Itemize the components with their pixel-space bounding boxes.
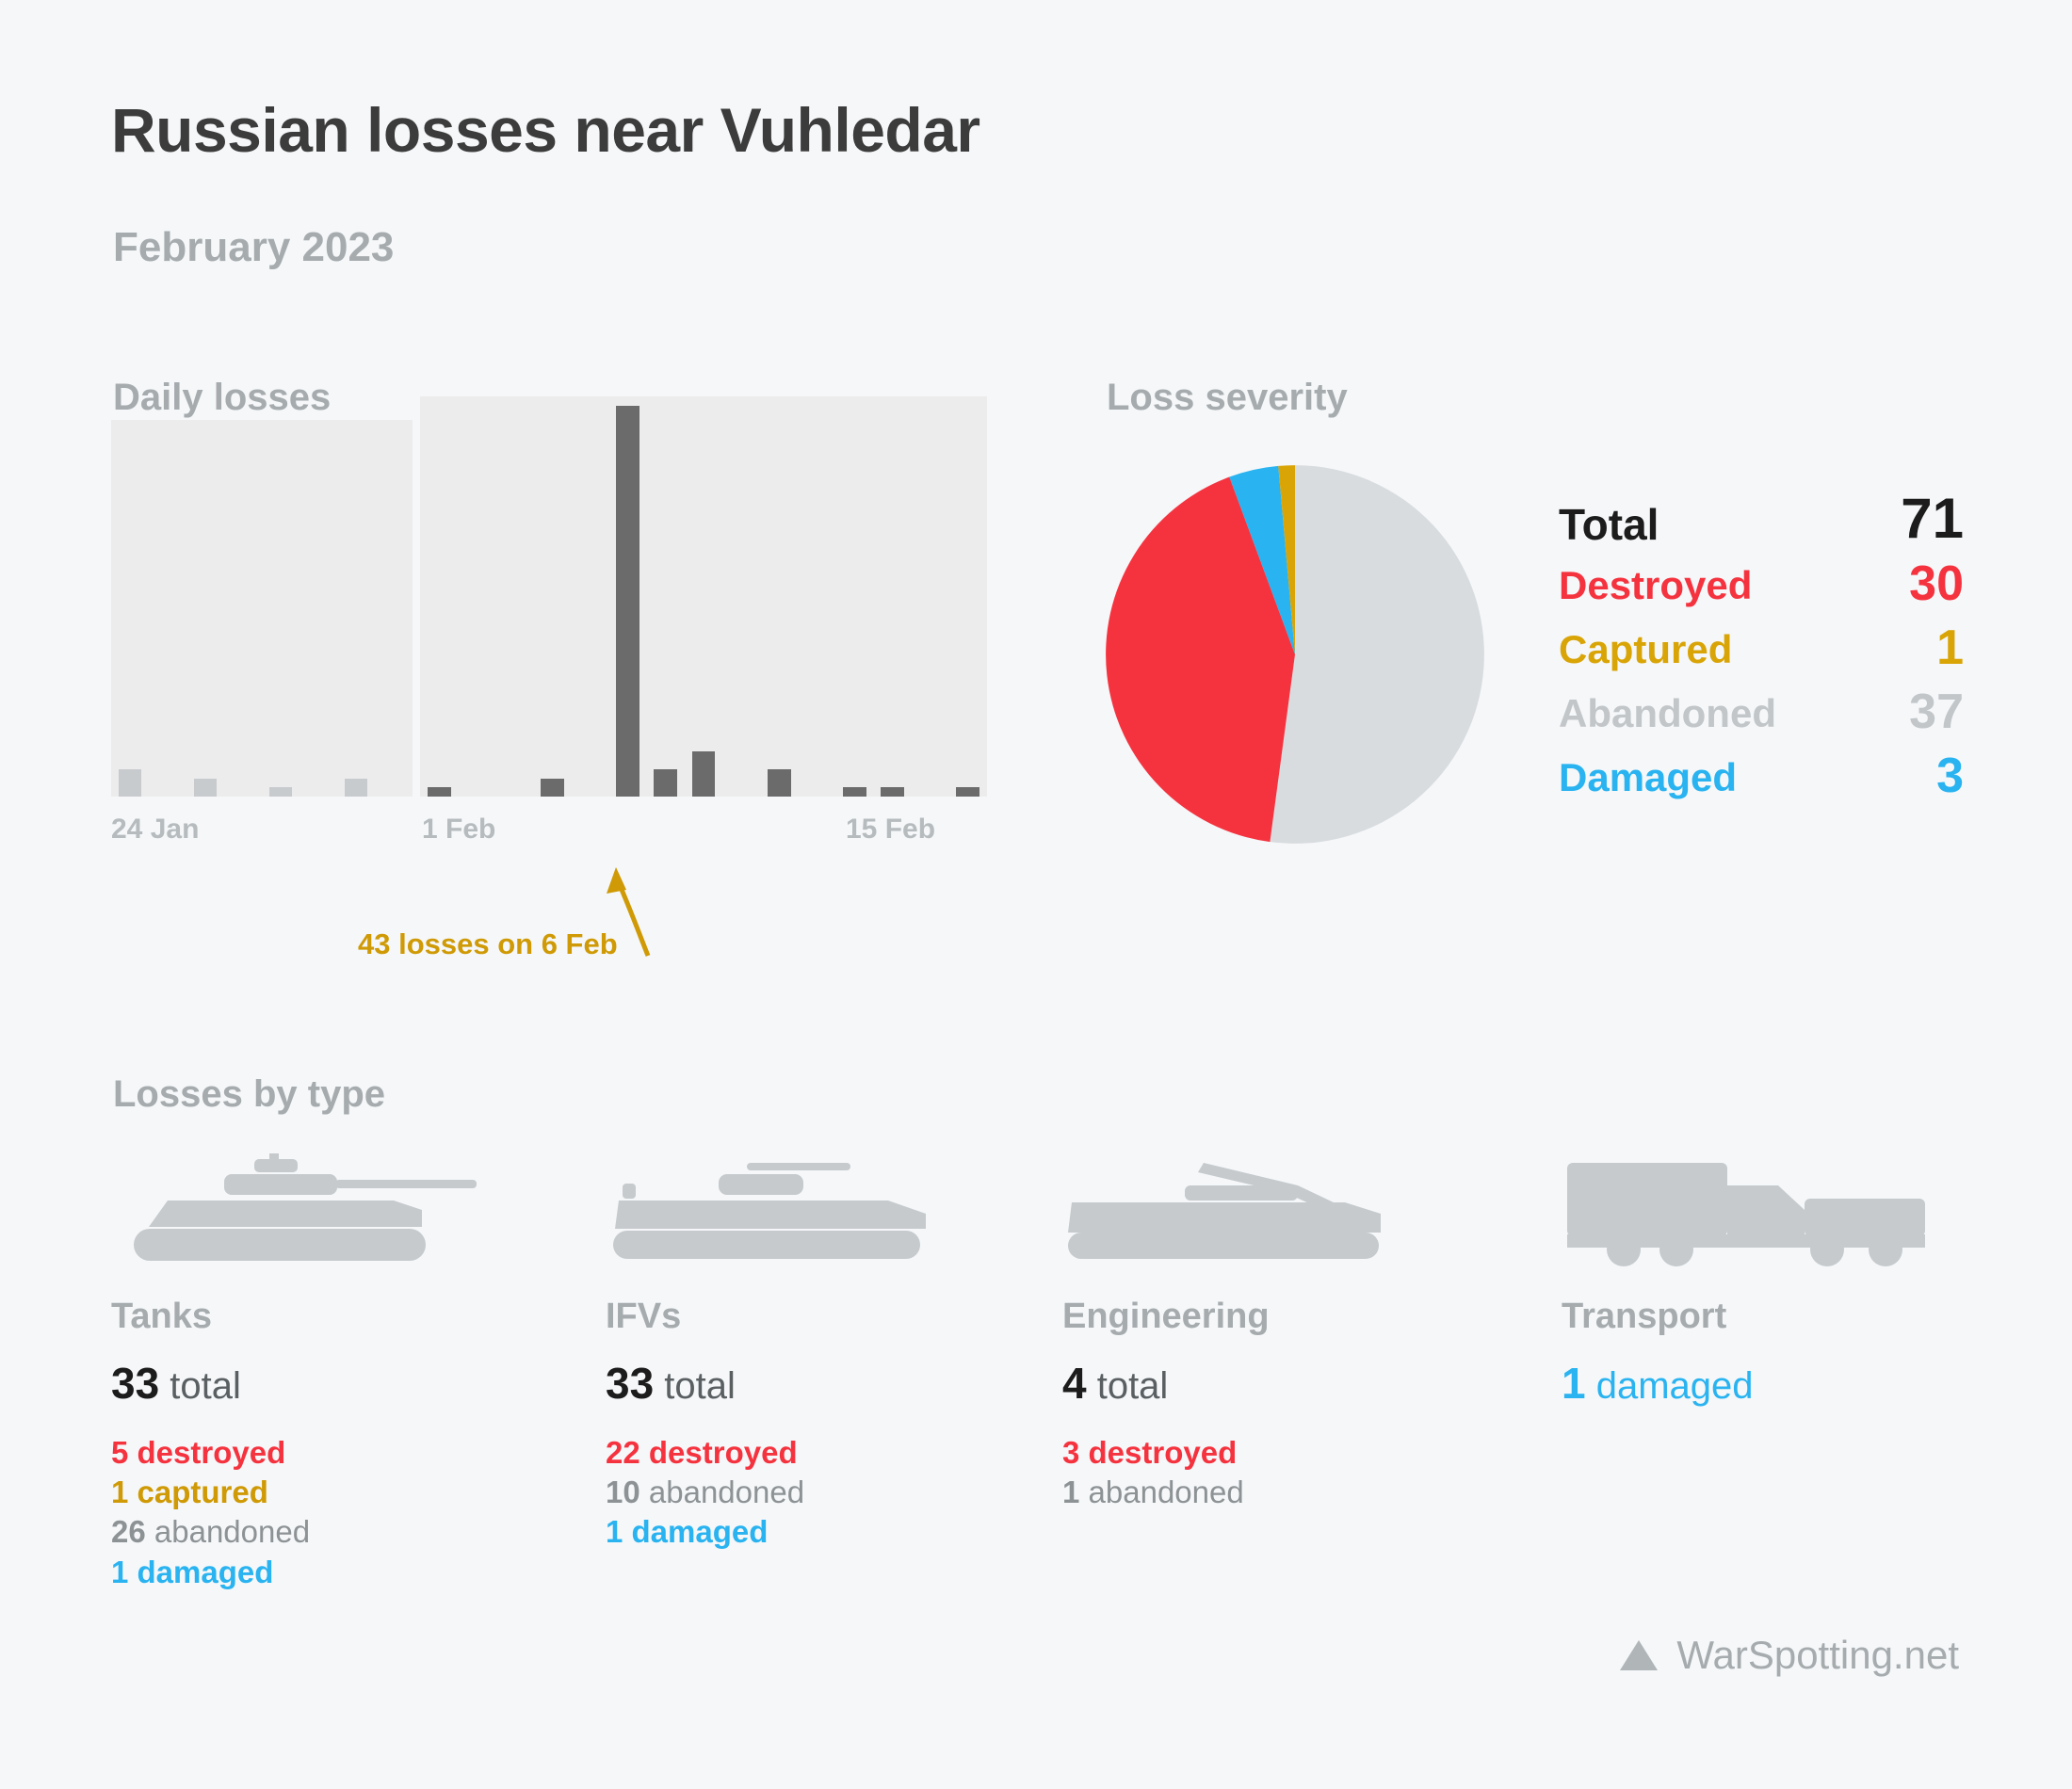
type-breakdown: [1062, 1433, 1514, 1512]
type-breakdown-destroyed: 5 destroyed: [111, 1435, 286, 1470]
legend-row-abandoned: [1559, 685, 1964, 755]
truck-icon: [1562, 1153, 1938, 1276]
tank-icon-wrap: [111, 1153, 563, 1276]
legend-value-damaged: 3: [1936, 749, 1964, 803]
type-breakdown: [111, 1433, 563, 1592]
axis-label-feb: 1 Feb: [422, 814, 496, 845]
legend-label-captured: Captured: [1559, 627, 1733, 671]
type-breakdown-abandoned: 1 abandoned: [1062, 1475, 1244, 1510]
type-name: Tanks: [111, 1297, 213, 1336]
type-breakdown-damaged: 1 damaged: [111, 1554, 274, 1589]
legend-row-damaged: [1559, 749, 1964, 819]
type-breakdown-abandoned: 10 abandoned: [606, 1475, 805, 1510]
bar-26-jan: [194, 779, 218, 797]
section-heading-loss-severity: Loss severity: [1107, 377, 1348, 418]
page-subtitle: February 2023: [113, 224, 395, 270]
legend-value-total: 71: [1901, 487, 1964, 550]
type-name: Transport: [1562, 1297, 1727, 1336]
page-title: Russian losses near Vuhledar: [111, 95, 980, 165]
legend-row-destroyed: [1559, 556, 1964, 627]
bar-7-feb: [654, 769, 677, 797]
axis-label-start: 24 Jan: [111, 814, 200, 845]
bar-30-jan: [345, 779, 368, 797]
type-total: 4 total: [1062, 1359, 1169, 1408]
type-breakdown-abandoned: 26 abandoned: [111, 1514, 311, 1550]
type-column-engineering: [1062, 1153, 1514, 1512]
legend-label-total: Total: [1559, 500, 1659, 549]
type-breakdown-captured: 1 captured: [111, 1475, 268, 1510]
engineering-vehicle-icon-wrap: [1062, 1153, 1514, 1276]
daily-losses-bars: [111, 396, 987, 797]
loss-severity-legend: [1559, 487, 1964, 819]
loss-severity-pie-chart: [1102, 461, 1488, 847]
type-total: 33 total: [111, 1359, 241, 1408]
section-heading-daily-losses: Daily losses: [113, 377, 332, 418]
bar-24-jan: [119, 769, 142, 797]
type-breakdown: [606, 1433, 1058, 1553]
daily-losses-chart: [111, 471, 987, 857]
type-column-tanks: [111, 1153, 563, 1592]
type-breakdown-destroyed: 22 destroyed: [606, 1435, 798, 1470]
type-column-ifvs: [606, 1153, 1058, 1553]
legend-row-total: [1559, 487, 1964, 563]
annotation-label: 43 losses on 6 Feb: [358, 927, 618, 960]
legend-row-captured: [1559, 621, 1964, 691]
bar-8-feb: [692, 751, 716, 797]
legend-label-abandoned: Abandoned: [1559, 691, 1776, 735]
ifv-icon: [606, 1153, 982, 1276]
legend-value-abandoned: 37: [1909, 685, 1964, 739]
triangle-logo-icon: [1618, 1636, 1659, 1674]
bar-10-feb: [768, 769, 791, 797]
type-total: 1 damaged: [1562, 1359, 1754, 1408]
truck-icon-wrap: [1562, 1153, 2014, 1276]
bar-6-feb: [616, 406, 639, 797]
tank-icon: [111, 1153, 488, 1276]
type-breakdown-damaged: 1 damaged: [606, 1514, 769, 1550]
legend-value-captured: 1: [1936, 621, 1964, 675]
pie-slice-abandoned: [1270, 465, 1483, 844]
type-column-transport: [1562, 1153, 2014, 1433]
section-heading-losses-by-type: Losses by type: [113, 1073, 386, 1115]
type-name: IFVs: [606, 1297, 682, 1336]
bar-12-feb: [843, 787, 866, 797]
type-breakdown-destroyed: 3 destroyed: [1062, 1435, 1238, 1470]
footer: [1618, 1633, 1959, 1678]
bar-15-feb: [956, 787, 979, 797]
bar-28-jan: [269, 787, 293, 797]
type-total: 33 total: [606, 1359, 736, 1408]
ifv-icon-wrap: [606, 1153, 1058, 1276]
engineering-vehicle-icon: [1062, 1153, 1439, 1276]
axis-label-end: 15 Feb: [846, 814, 936, 845]
footer-site-name: WarSpotting.net: [1676, 1633, 1959, 1677]
bar-4-feb: [541, 779, 564, 797]
type-name: Engineering: [1062, 1297, 1270, 1336]
legend-value-destroyed: 30: [1909, 556, 1964, 611]
bar-13-feb: [881, 787, 904, 797]
legend-label-damaged: Damaged: [1559, 755, 1738, 799]
legend-label-destroyed: Destroyed: [1559, 563, 1753, 607]
bar-1-feb: [428, 787, 451, 797]
